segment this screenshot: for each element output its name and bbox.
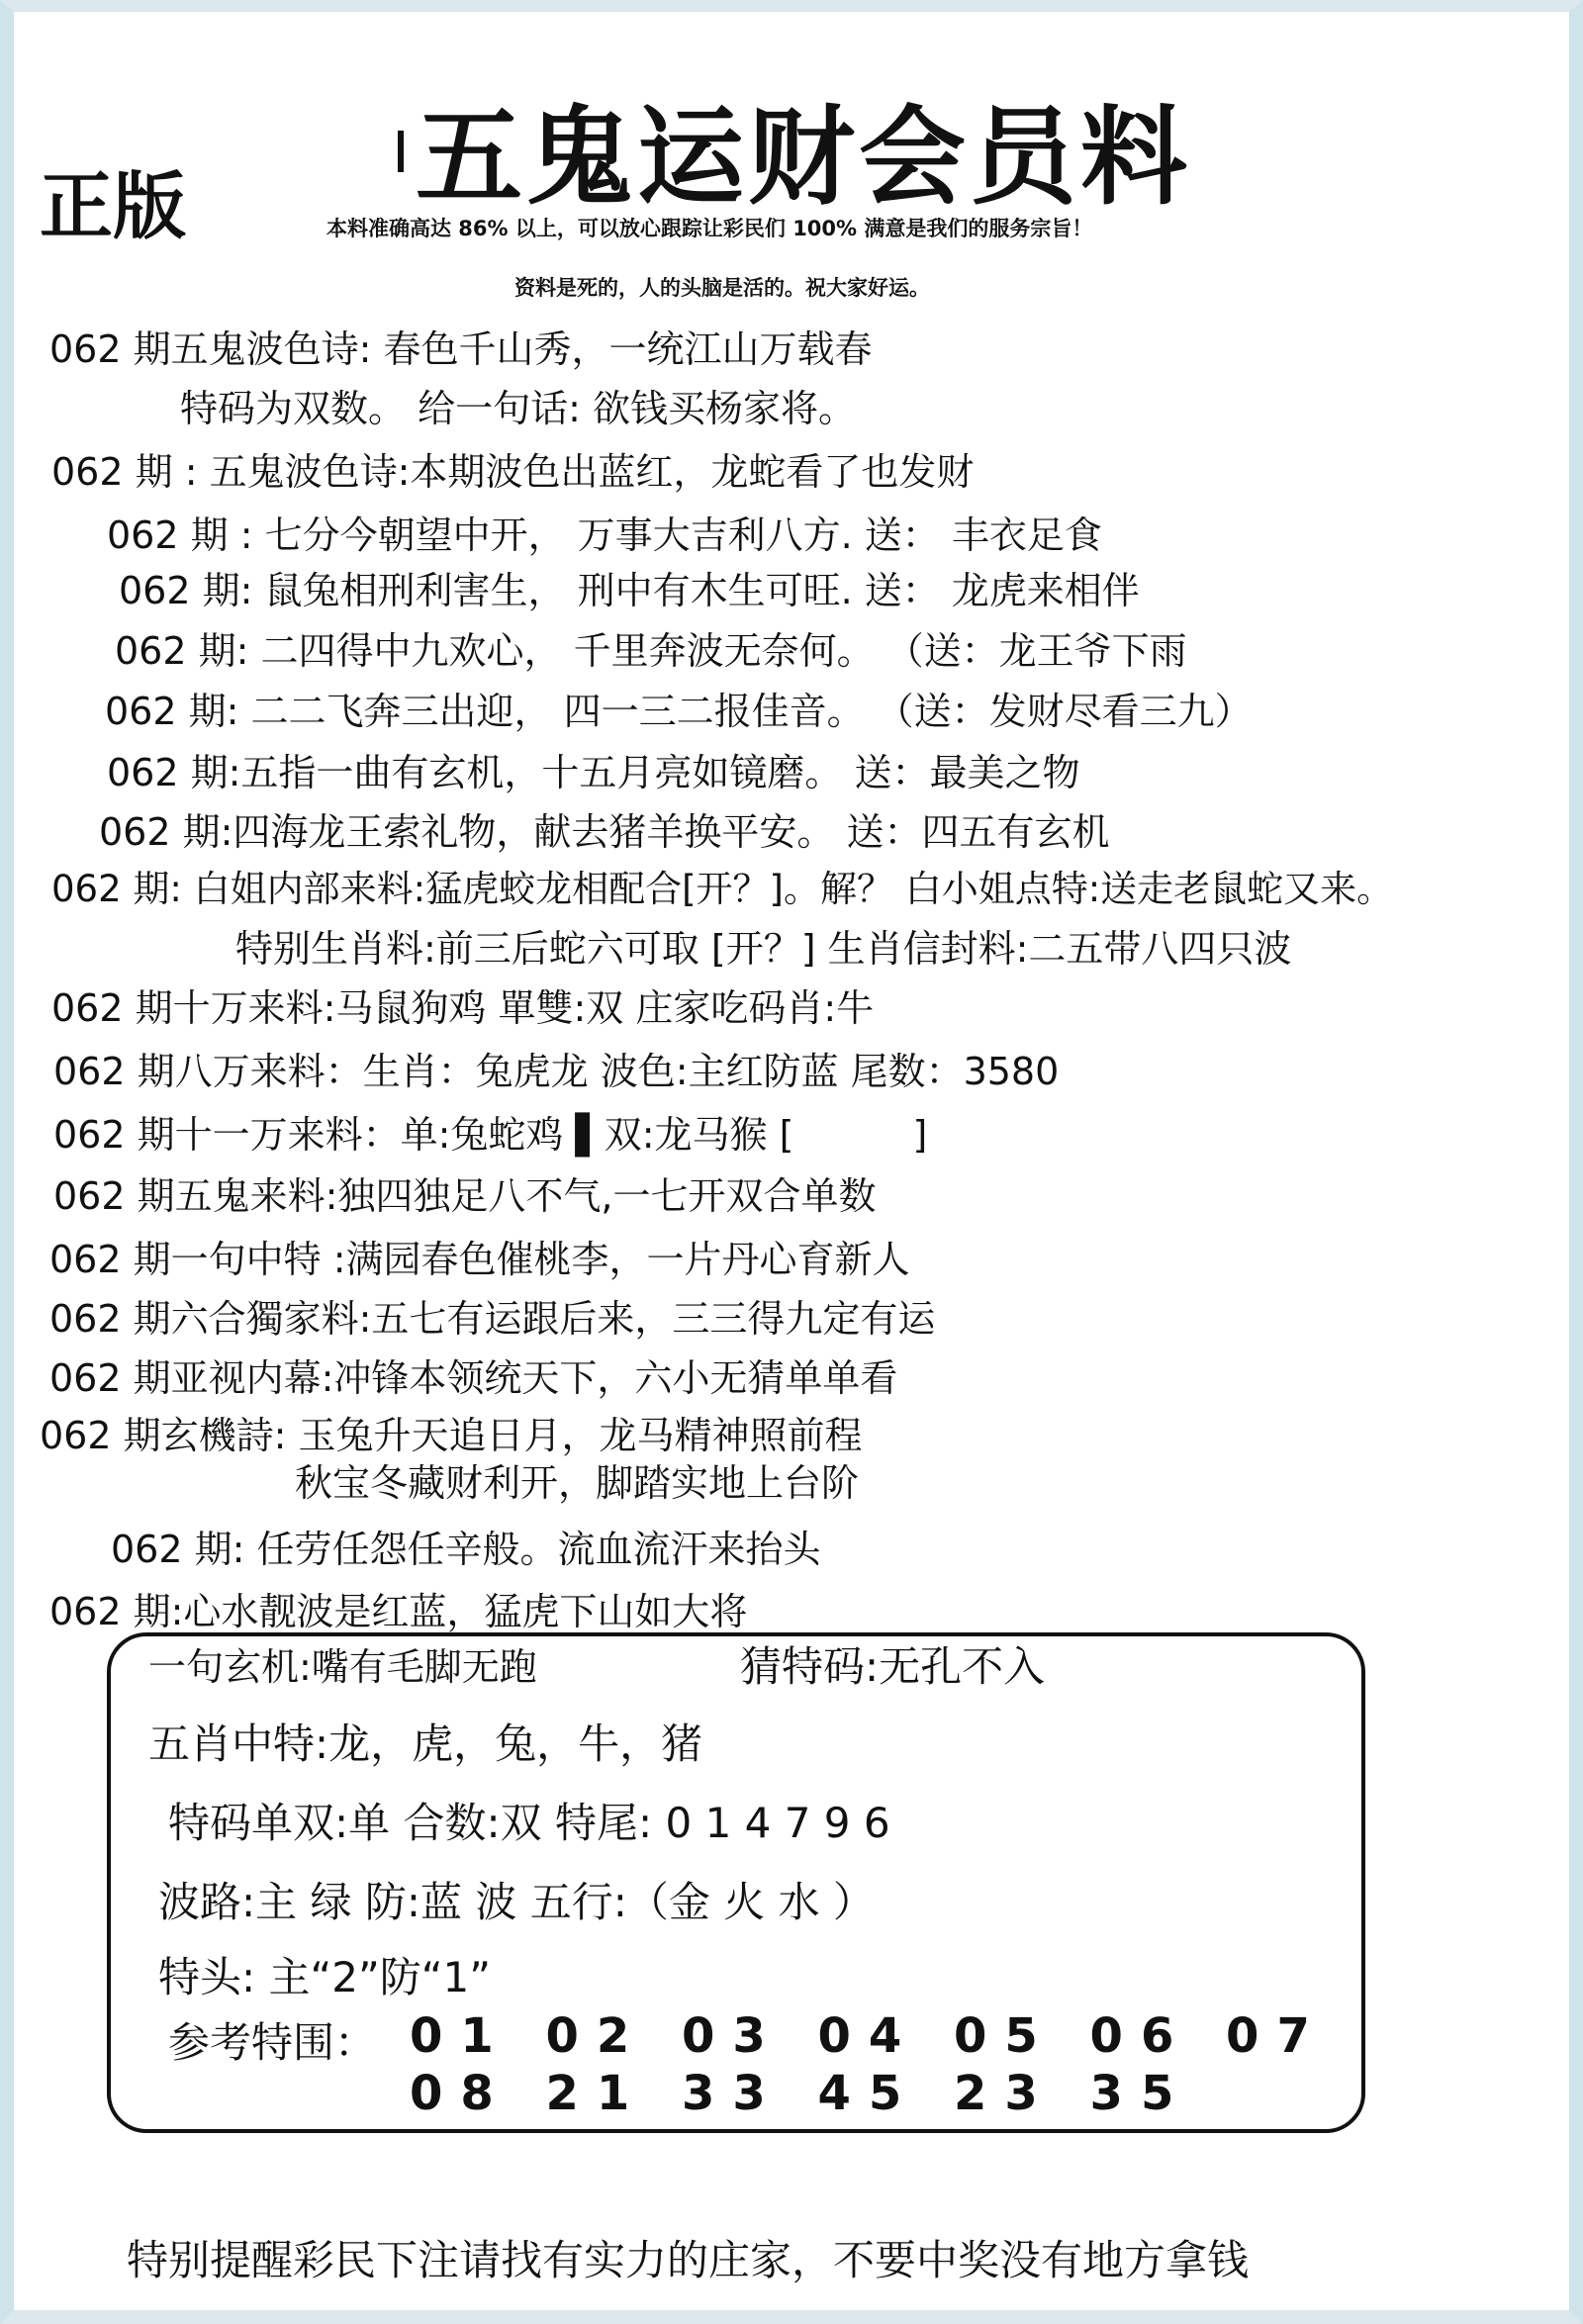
subtitle: 本料准确高达 86% 以上，可以放心跟踪让彩民们 100% 满意是我们的服务宗旨！ [326, 217, 1093, 240]
reference-numbers-row-1: 01 02 03 04 05 06 07 [410, 2008, 1328, 2064]
list-item: 062 期: 二四得中九欢心， 千里奔波无奈何。 （送：龙王爷下雨 [115, 629, 1187, 673]
list-item: 秋宝冬藏财利开，脚踏实地上台阶 [295, 1461, 860, 1505]
wave-path-text: 波路:主 绿 防:蓝 波 五行:（金 火 水 ） [158, 1878, 875, 1926]
list-item-text: 062 期十一万来料：单:兔蛇鸡 ▌双:龙马猴 [ [53, 1113, 794, 1157]
guess-code-text: 猜特码:无孔不入 [740, 1642, 1046, 1691]
page-title: 五鬼运财会员料 [416, 95, 1192, 220]
list-item: 特别生肖料:前三后蛇六可取 [开？] 生肖信封料:二五带八四只波 [235, 927, 1292, 971]
title-bar-mark [398, 131, 404, 172]
list-item: 062 期八万来料：生肖：兔虎龙 波色:主红防蓝 尾数：3580 [53, 1050, 1060, 1093]
list-item: 062 期 : 七分今朝望中开， 万事大吉利八方. 送： 丰衣足食 [107, 513, 1102, 557]
list-item: 062 期亚视内幕:冲锋本领统天下，六小无猜单单看 [49, 1356, 898, 1400]
reference-label: 参考特围： [168, 2018, 377, 2067]
list-item: 062 期五鬼来料:独四独足八不气,一七开双合单数 [53, 1174, 877, 1218]
list-item: 062 期一句中特 :满园春色催桃李，一片丹心育新人 [49, 1238, 910, 1281]
list-item: 062 期:四海龙王索礼物，献去猪羊换平安。 送：四五有玄机 [99, 810, 1110, 854]
list-item: 062 期: 任劳任怨任辛般。流血流汗来抬头 [111, 1528, 821, 1571]
list-item: 062 期: 白姐内部来料:猛虎蛟龙相配合[开？]。解？ 白小姐点特:送走老鼠蛇又来。 [51, 868, 1394, 910]
list-item: 062 期 : 五鬼波色诗:本期波色出蓝红，龙蛇看了也发财 [51, 450, 975, 494]
list-item: 特码为双数。 给一句话: 欲钱买杨家将。 [180, 387, 856, 430]
list-item: 062 期: 二二飞奔三出迎， 四一三二报佳音。 （送：发财尽看三九） [105, 690, 1253, 733]
list-item: 062 期十万来料:马鼠狗鸡 單雙:双 庄家吃码肖:牛 [51, 986, 875, 1030]
list-item: 062 期:五指一曲有玄机，十五月亮如镜磨。 送：最美之物 [107, 751, 1080, 794]
list-item: 062 期十一万来料：单:兔蛇鸡 ▌双:龙马猴 [ ] [53, 1113, 928, 1157]
reference-numbers-row-2: 08 21 33 45 23 35 [410, 2066, 1192, 2121]
head-number-text: 特头: 主“2”防“1” [158, 1953, 491, 2001]
list-item: 062 期:心水靓波是红蓝，猛虎下山如大将 [49, 1590, 748, 1633]
list-item: 062 期六合獨家料:五七有运跟后来，三三得九定有运 [49, 1297, 936, 1341]
odd-even-text: 特码单双:单 合数:双 特尾: 0 1 4 7 9 6 [168, 1799, 890, 1847]
authentic-stamp: 正版 [40, 164, 186, 249]
list-item: 062 期: 鼠兔相刑利害生， 刑中有木生可旺. 送： 龙虎来相伴 [119, 569, 1140, 612]
five-zodiac-text: 五肖中特:龙，虎，兔，牛，猪 [148, 1720, 703, 1768]
footer-warning: 特别提醒彩民下注请找有实力的庄家，不要中奖没有地方拿钱 [127, 2236, 1250, 2284]
xuanji-text: 一句玄机:嘴有毛脚无跑 [148, 1645, 537, 1689]
list-item: 062 期玄機詩: 玉兔升天追日月，龙马精神照前程 [40, 1414, 863, 1457]
list-item: 062 期五鬼波色诗: 春色千山秀，一统江山万载春 [49, 327, 873, 371]
subtitle-motto: 资料是死的，人的头脑是活的。祝大家好运。 [514, 276, 930, 300]
